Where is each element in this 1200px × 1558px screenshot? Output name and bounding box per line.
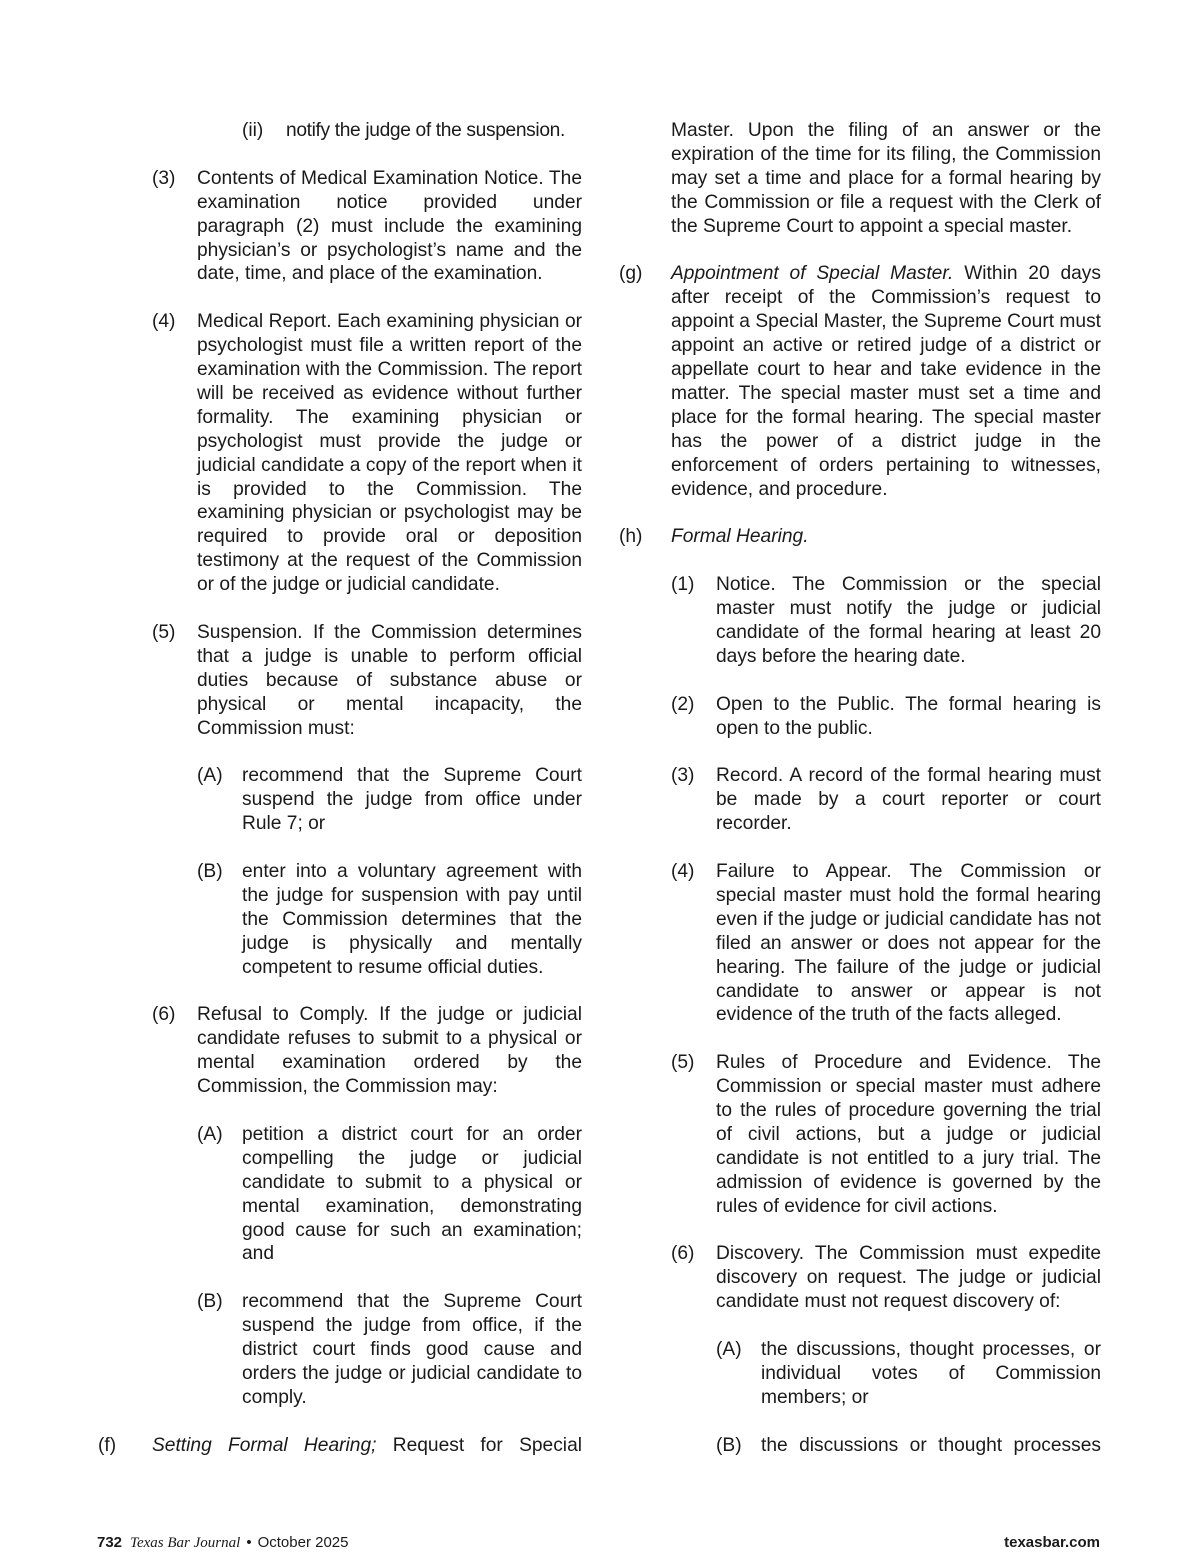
clause-label: (6)	[671, 1243, 695, 1265]
clause-6a-petition	[0, 1123, 582, 1266]
clause-text: Request for Special	[376, 1434, 583, 1456]
clause-label: (1)	[671, 574, 695, 596]
clause-h4-failure-appear	[612, 860, 1101, 1027]
clause-text: Record. A record of the formal hearing must be made by a court reporter or court recorder.	[716, 765, 1101, 835]
clause-text: the discussions, thought processes, or individual votes of Commission members; or	[761, 1339, 1101, 1408]
clause-text: recommend that the Supreme Court suspend the judge from office, if the district court finds good cause and orders the judge or judicial candidate to comply.	[242, 1291, 582, 1408]
left-column	[0, 119, 600, 1482]
clause-6b-recommend	[0, 1290, 582, 1410]
clause-label: (B)	[197, 861, 223, 883]
clause-label: (B)	[716, 1434, 742, 1456]
clause-label: (B)	[197, 1291, 223, 1313]
clause-label: (A)	[197, 765, 223, 787]
clause-label: (g)	[619, 263, 643, 285]
clause-5a-recommend-suspend	[0, 764, 582, 836]
clause-title: Appointment of Special Master.	[671, 263, 954, 285]
clause-text: Failure to Appear. The Commission or special master must hold the formal hearing even if the judge or judicial candidate has not filed an answer or does not appear for the hearing. The failure of the judge or judicial candidate to answer or appear is not evidence of the truth of the facts alleged.	[716, 861, 1101, 1026]
clause-h1-notice	[612, 573, 1101, 669]
clause-text: Notice. The Commission or the special master must notify the judge or judicial candidate of the formal hearing at least 20 days before the hearing date.	[716, 574, 1101, 667]
clause-label: (3)	[152, 167, 176, 189]
clause-label: (6)	[152, 1004, 176, 1026]
clause-g-special-master	[612, 262, 1101, 501]
clause-h2-open-public	[612, 693, 1101, 741]
issue-date: October 2025	[257, 1534, 349, 1551]
clause-text: Within 20 days after receipt of the Commission’s request to appoint a Special Master, the Supreme Court must appoint an active or retired judge of a district or appellate court to hear and take evidence in the matter. The special master must set a time and place for the formal hearing. The special master has the power of a district judge in the enforcement of orders pertaining to witnesses, evidence, and procedure.	[671, 263, 1101, 500]
clause-label: (3)	[671, 765, 695, 787]
clause-h6a-discussions-votes	[612, 1338, 1101, 1410]
page-number: 732	[97, 1534, 123, 1551]
clause-ii-notify	[0, 119, 582, 143]
clause-text: petition a district court for an order compelling the judge or judicial candidate to submit to a physical or mental examination, demonstrating good cause for such an examination; and	[242, 1123, 582, 1265]
clause-h6b-discussions	[612, 1434, 1101, 1458]
clause-label: (A)	[716, 1339, 742, 1361]
clause-label: (f)	[98, 1434, 117, 1456]
right-column	[612, 119, 1200, 1481]
clause-5b-voluntary-agreement	[0, 860, 582, 980]
clause-4-medical-report	[0, 310, 582, 597]
clause-text: Rules of Procedure and Evidence. The Commission or special master must adhere to the rules of procedure governing the trial of civil actions, but a judge or judicial candidate is not entitled to a jury trial. The admission of evidence is governed by the rules of evidence for civil actions.	[716, 1052, 1101, 1217]
clause-text: enter into a voluntary agreement with the judge for suspension with pay until the Commission determines that the judge is physically and mentally competent to resume official duties.	[242, 861, 582, 978]
clause-h-formal-hearing	[612, 525, 1101, 549]
clause-5-suspension	[0, 621, 582, 741]
clause-text: Contents of Medical Examination Notice. The examination notice provided under paragraph (2) must include the examining physician’s or psychologist’s name and the date, time, and place of the examination.	[197, 167, 582, 285]
clause-text: Master. Upon the filing of an answer or the expiration of the time for its filing, the Commission may set a time and place for a formal hearing by the Commission or file a request with the Clerk of the Supreme Court to appoint a special master.	[671, 120, 1101, 237]
clause-label: (5)	[671, 1052, 695, 1074]
clause-label: (4)	[152, 311, 176, 333]
clause-h6-discovery	[612, 1242, 1101, 1314]
clause-text: Discovery. The Commission must expedite discovery on request. The judge or judicial candidate must not request discovery of:	[716, 1243, 1101, 1313]
clause-label: (A)	[197, 1123, 223, 1145]
clause-label: (h)	[619, 526, 643, 548]
clause-title: Setting Formal Hearing;	[152, 1434, 377, 1456]
clause-6-refusal	[0, 1003, 582, 1099]
separator-bullet: •	[246, 1534, 252, 1551]
page-footer-left	[97, 1533, 348, 1553]
clause-f-continued	[612, 119, 1101, 239]
clause-text: Open to the Public. The formal hearing is open to the public.	[716, 693, 1101, 739]
clause-h3-record	[612, 764, 1101, 836]
clause-label: (4)	[671, 861, 695, 882]
clause-f-setting-hearing	[0, 1434, 582, 1458]
clause-title: Formal Hearing.	[671, 526, 809, 548]
clause-text: notify the judge of the suspension.	[286, 120, 565, 141]
clause-h5-rules-procedure	[612, 1051, 1101, 1218]
clause-text: the discussions or thought processes	[761, 1434, 1101, 1456]
clause-text: Suspension. If the Commission determines that a judge is unable to perform official duties because of substance abuse or physical or mental incapacity, the Commission must:	[197, 621, 582, 739]
clause-text: Medical Report. Each examining physician or psychologist must file a written report of the examination with the Commission. The report will be received as evidence without further formality. The examining physician or psychologist must provide the judge or judicial candidate a copy of the report when it is provided to the Commission. The examining physician or psychologist may be required to provide oral or deposition testimony at the request of the Commission or of the judge or judicial candidate.	[197, 311, 582, 596]
clause-text: Refusal to Comply. If the judge or judicial candidate refuses to submit to a physical or mental examination ordered by the Commission, the Commission may:	[197, 1004, 582, 1098]
clause-text: recommend that the Supreme Court suspend the judge from office under Rule 7; or	[242, 765, 582, 835]
clause-label: (ii)	[242, 120, 264, 141]
clause-label: (5)	[152, 621, 176, 643]
clause-label: (2)	[671, 693, 695, 715]
website-link[interactable]: texasbar.com	[1004, 1534, 1100, 1551]
clause-3-contents-notice	[0, 167, 582, 287]
journal-title: Texas Bar Journal	[130, 1535, 241, 1551]
